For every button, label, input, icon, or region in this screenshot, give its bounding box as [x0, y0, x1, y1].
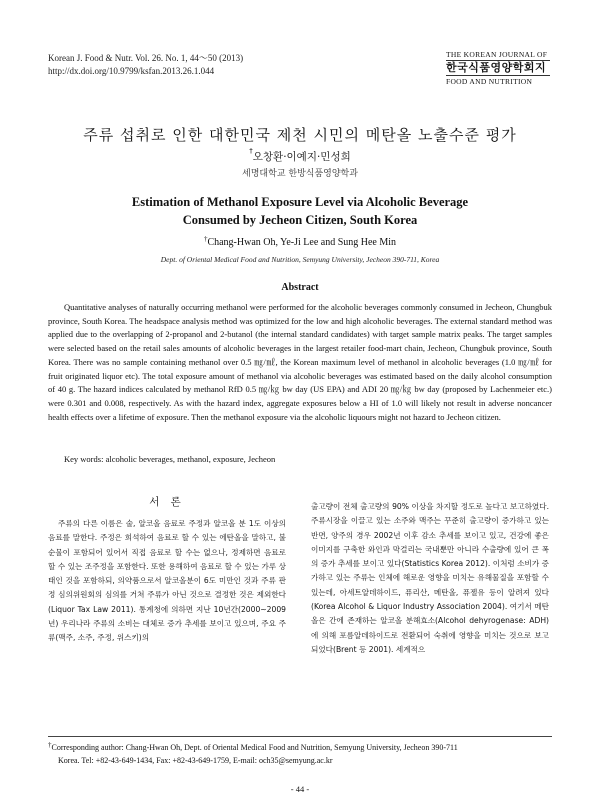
footnote-line2: Korea. Tel: +82-43-649-1434, Fax: +82-43-649-1759, E-mail: och35@semyung.ac.kr — [58, 756, 333, 765]
authors-korean-names: 오창환·이예지·민성희 — [252, 151, 351, 163]
affiliation-english: Dept. of Oriental Medical Food and Nutrition, Semyung University, Jecheon 390-711, Korea — [160, 255, 440, 264]
body-column-right — [311, 500, 549, 657]
body-column-left — [48, 495, 286, 646]
journal-name-en-top: THE KOREAN JOURNAL OF — [446, 50, 550, 61]
corresponding-mark: † — [249, 147, 253, 155]
footnote — [48, 741, 552, 767]
section-heading-introduction: 서 론 — [149, 496, 185, 508]
keywords-label: Key words: — [64, 454, 104, 464]
title-english — [0, 193, 600, 229]
abstract-text: Quantitative analyses of naturally occurring methanol were performed for the alcoholic beverages commonly consumed in Jecheon, Chungbuk province, South Korea. The headspace analysis method was optimized for the low and high alcoholic beverages. The external standard method was applied due to the overlapping of 2-propanol and 2-butanol (the internal standard candidates) with target sample matrix peaks. The target samples were selected based on the retail sales amounts of alcoholic beverages in the largest retailer food-mart chain, Jecheon, Chungbuk province, South Korea. There was no sample containing methanol over 0.5 ㎎/㎖, the Korean maximum level of methanol in alcoholic beverages (1.0 ㎎/㎖ for fruit originated liquor etc). The total exposure amount of methanol via alcoholic beverages was estimated based on the daily alcohol consumption of 40 g. The hazard indices calculated by methanol RfD 0.5 ㎎/㎏ bw day (US EPA) and ADI 20 ㎎/㎏ bw day (proposed by Lachenmeier etc.) were 0.301 and 0.008, respectively. As with the hazard index, aggregate exposures below a HI of 1.0 will likely not result in adverse noncancer health effects over a lifetime of exposure. Then the methanol exposure via the alcoholic liquours might not hazard to Jecheon citizen. — [48, 302, 552, 422]
journal-name-en-bottom: FOOD AND NUTRITION — [446, 75, 550, 86]
authors-english-names: Chang-Hwan Oh, Ye-Ji Lee and Sung Hee Min — [207, 237, 397, 248]
journal-name-ko: 한국식품영양학회지 — [446, 61, 547, 74]
keywords — [48, 453, 568, 466]
title-korean: 주류 섭취로 인한 대한민국 제천 시민의 메탄올 노출수준 평가 — [83, 126, 517, 144]
citation-block — [48, 52, 243, 78]
doi-link[interactable]: http://dx.doi.org/10.9799/ksfan.2013.26.1.044 — [48, 66, 215, 76]
intro-paragraph-right: 출고량이 전체 출고량의 90% 이상을 차지할 정도로 높다고 보고하였다. 주류시장을 이끌고 있는 소주와 맥주는 꾸준히 출고량이 증가하고 있는 반면, 양주의 경우 2002년 이후 감소 추세를 보이고 있고, 건강에 좋은 이미지를 구축한 와인과 막걸리는 국내뿐만 아니라 수출량에 있어 큰 폭의 증가 추세를 보이고 있다(Statistics Korea 2012). 이처럼 소비가 증가하고 있는 주류는 인체에 해로운 영향을 미치는 유해물질을 포함할 수 있는데, 아세트알데하이드, 퓨리산, 메탄올, 퓨젤유 등이 알려져 있다(Korea Alcohol & Liquor Industry Association 2004). 여기서 메탄올은 간에 존재하는 알코올 분해효소(Alcohol dehyrogenase: ADH)에 의해 포름알데하이드로 전환되어 숙취에 영향을 미치는 것으로 보고되었다(Brent 등 2001). 세계적으 — [311, 502, 549, 654]
authors-english — [0, 237, 600, 248]
authors-korean — [0, 149, 600, 164]
footnote-divider — [48, 736, 552, 737]
journal-logo — [446, 50, 550, 86]
page-number: - 44 - — [290, 784, 310, 794]
intro-paragraph-left: 주류의 다른 이름은 술, 알코올 음료로 주정과 알코올 분 1도 이상의 음료를 말한다. 주정은 희석하여 음료로 할 수 있는 에탄올을 말하고, 불순물이 포함되어 있어서 직접 음료로 할 수는 없으나, 정제하면 음료로 할 수 있는 조주정을 포함한다. 또한 용해하여 음료로 할 수 있는 가루 상태인 것을 포함하되, 의약품으로서 알코올분이 6도 미만인 것과 주류 판정 심의위원회의 심의를 거쳐 주류가 아닌 것으로 결정한 것은 제외한다(Liquor Tax Law 2011). 통계청에 의하면 지난 10년간(2000~2009년) 우리나라 주류의 소비는 대체로 증가 추세를 보이고 있으며, 주요 주류(맥주, 소주, 주정, 위스키)의 — [48, 519, 286, 643]
title-english-line2: Consumed by Jecheon Citizen, South Korea — [182, 213, 418, 227]
footnote-line1-text: Corresponding author: Chang-Hwan Oh, Dept. of Oriental Medical Food and Nutrition, Semyung University, Jecheon 390-711 — [51, 743, 458, 752]
footnote-line1 — [48, 743, 458, 752]
title-english-line1: Estimation of Methanol Exposure Level via Alcoholic Beverage — [131, 195, 469, 209]
abstract-heading: Abstract — [281, 282, 319, 293]
corresponding-mark-en: † — [203, 235, 208, 243]
citation: Korean J. Food & Nutr. Vol. 26. No. 1, 44～50 (2013) — [48, 53, 244, 63]
keywords-list: alcoholic beverages, methanol, exposure, Jecheon — [105, 454, 276, 464]
affiliation-korean: 세명대학교 한방식품영양학과 — [242, 169, 358, 179]
footnote-mark: † — [48, 741, 52, 749]
